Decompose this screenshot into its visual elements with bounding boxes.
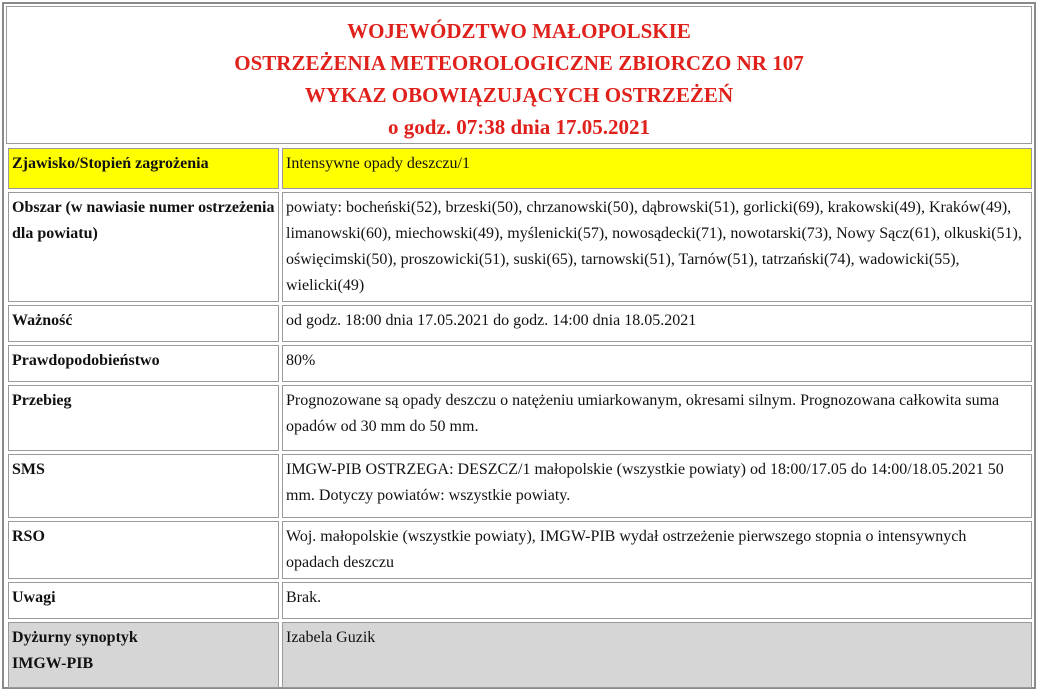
row-area [8, 192, 1032, 302]
row-label: RSO [8, 521, 279, 579]
row-validity [8, 305, 1032, 342]
row-value: IMGW-PIB OSTRZEGA: DESZCZ/1 małopolskie (wszystkie powiaty) od 18:00/17.05 do 14:00/18.05.2021 50 mm. Dotyczy powiatów: wszystkie powiaty. [282, 454, 1032, 518]
row-course [8, 385, 1032, 451]
row-value: Prognozowane są opady deszczu o natężeniu umiarkowanym, okresami silnym. Prognozowana całkowita suma opadów od 30 mm do 50 mm. [282, 385, 1032, 451]
header-issue-time: o godz. 07:38 dnia 17.05.2021 [388, 115, 650, 139]
header-region: WOJEWÓDZTWO MAŁOPOLSKIE [347, 19, 691, 43]
row-label: Prawdopodobieństwo [8, 345, 279, 382]
row-rso [8, 521, 1032, 579]
row-sms [8, 454, 1032, 518]
row-label: Przebieg [8, 385, 279, 451]
warning-document [2, 2, 1036, 689]
row-phenomenon [8, 148, 1032, 189]
row-probability [8, 345, 1032, 382]
row-label: SMS [8, 454, 279, 518]
row-remarks [8, 582, 1032, 619]
header-bulletin-title: OSTRZEŻENIA METEOROLOGICZNE ZBIORCZO NR 107 [234, 51, 804, 75]
row-label [8, 622, 279, 688]
document-header [6, 6, 1032, 144]
row-value: Izabela Guzik [282, 622, 1032, 688]
row-value [282, 521, 1032, 579]
row-label: Obszar (w nawiasie numer ostrzeżenia dla powiatu) [8, 192, 279, 302]
warning-table [5, 145, 1035, 691]
header-subtitle: WYKAZ OBOWIĄZUJĄCYCH OSTRZEŻEŃ [304, 83, 734, 107]
row-value: od godz. 18:00 dnia 17.05.2021 do godz. 14:00 dnia 18.05.2021 [282, 305, 1032, 342]
row-forecaster [8, 622, 1032, 688]
row-label: Ważność [8, 305, 279, 342]
row-label: Zjawisko/Stopień zagrożenia [8, 148, 279, 189]
row-label: Uwagi [8, 582, 279, 619]
row-value: Brak. [282, 582, 1032, 619]
row-value: Intensywne opady deszczu/1 [282, 148, 1032, 189]
rso-text: Woj. małopolskie (wszystkie powiaty), IMGW-PIB wydał ostrzeżenie pierwszego stopnia o intensywnych opadach deszczu [286, 528, 967, 571]
row-value: 80% [282, 345, 1032, 382]
forecaster-label: Dyżurny synoptyk IMGW-PIB [12, 629, 138, 672]
row-value: powiaty: bocheński(52), brzeski(50), chrzanowski(50), dąbrowski(51), gorlicki(69), krakowski(49), Kraków(49), limanowski(60), miechowski(49), myślenicki(57), nowosądecki(71), nowotarski(73), Nowy Sącz(61), olkuski(51), oświęcimski(50), proszowicki(51), suski(65), tarnowski(51), Tarnów(51), tatrzański(74), wadowicki(55), wielicki(49) [282, 192, 1032, 302]
